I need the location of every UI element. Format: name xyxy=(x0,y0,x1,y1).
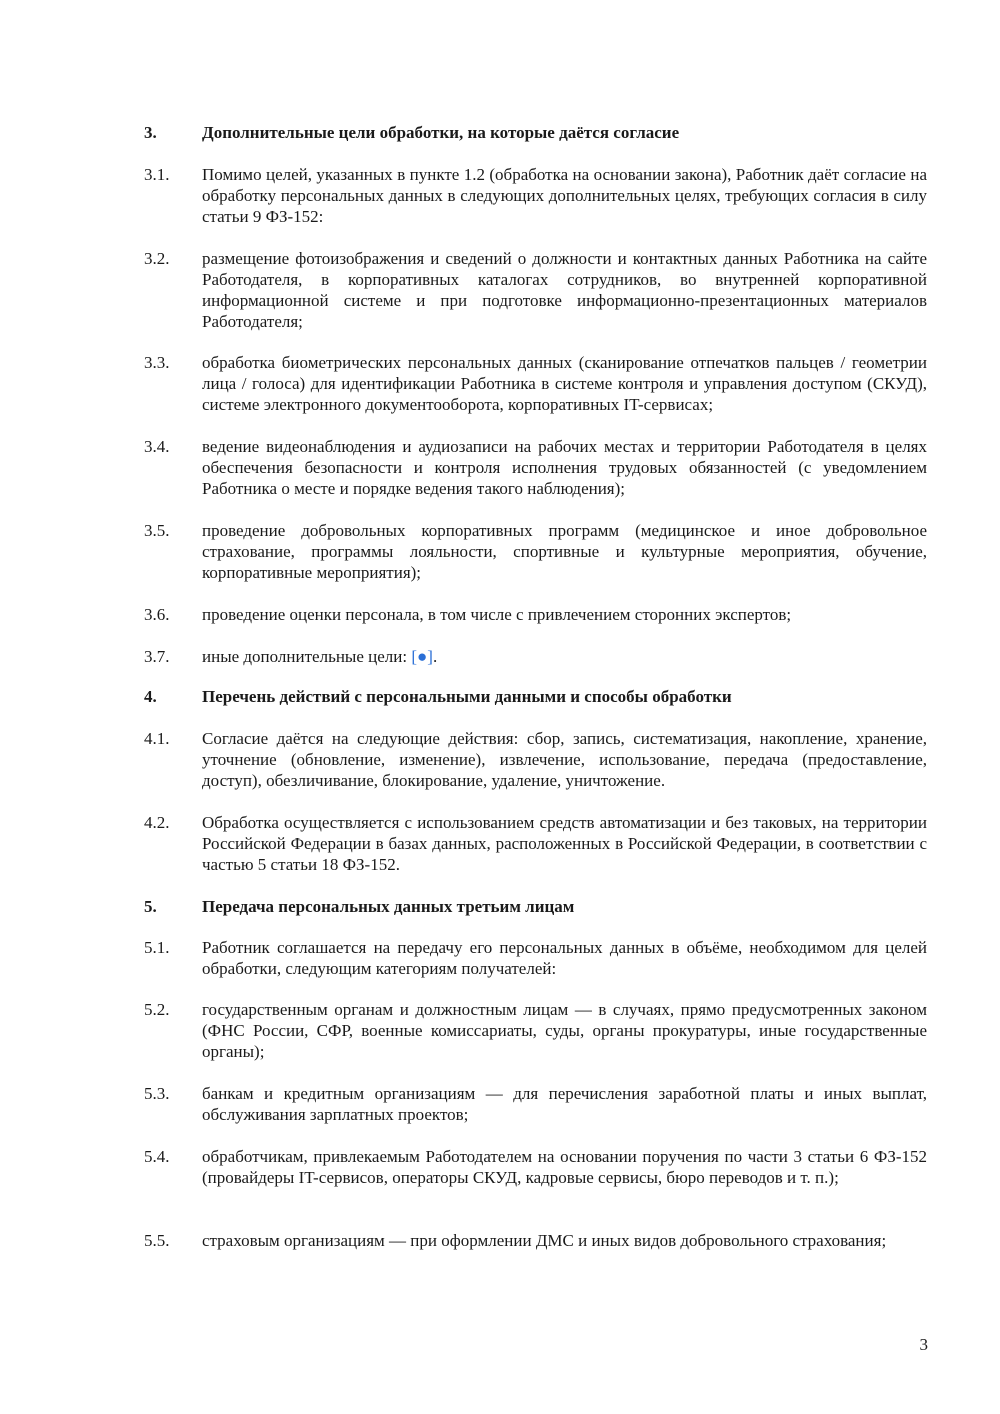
clause-number: 3.4. xyxy=(144,437,170,456)
clause-3-1 xyxy=(144,164,927,227)
clause-number: 3.3. xyxy=(144,353,170,372)
clause-5-4 xyxy=(144,1146,927,1188)
section-number: 5. xyxy=(144,897,157,916)
section-4-heading xyxy=(144,686,927,707)
section-number: 4. xyxy=(144,687,157,706)
clause-text-lead: иные дополнительные цели: xyxy=(202,647,412,666)
clause-3-2 xyxy=(144,248,927,332)
clause-3-5 xyxy=(144,520,927,583)
clause-number: 3.6. xyxy=(144,605,170,624)
clause-text: Помимо целей, указанных в пункте 1.2 (обработка на основании закона), Работник даёт согласие на обработку персональных данных в следующих дополнительных целях, требующих согласия в силу статьи 9 ФЗ-152: xyxy=(202,165,927,226)
clause-number: 4.1. xyxy=(144,729,170,748)
clause-number: 3.5. xyxy=(144,521,170,540)
clause-5-2 xyxy=(144,999,927,1062)
clause-4-2 xyxy=(144,812,927,875)
clause-number: 3.7. xyxy=(144,647,170,666)
clause-number: 3.1. xyxy=(144,165,170,184)
clause-3-6 xyxy=(144,604,927,625)
clause-number: 5.3. xyxy=(144,1084,170,1103)
section-title: Передача персональных данных третьим лицам xyxy=(202,897,575,916)
fill-in-placeholder[interactable]: [●] xyxy=(411,647,433,666)
clause-3-4 xyxy=(144,436,927,499)
clause-text: проведение оценки персонала, в том числе с привлечением сторонних экспертов; xyxy=(202,605,792,624)
clause-text: обработка биометрических персональных данных (сканирование отпечатков пальцев / геометрии лица / голоса) для идентификации Работника в системе контроля и управления доступом (СКУД), системе электронного документооборота, корпоративных IT-сервисах; xyxy=(202,353,927,414)
clause-number: 4.2. xyxy=(144,813,170,832)
clause-number: 3.2. xyxy=(144,249,170,268)
clause-text: страховым организациям — при оформлении ДМС и иных видов добровольного страхования; xyxy=(202,1231,887,1250)
clause-text-suffix: . xyxy=(432,647,438,666)
clause-5-3 xyxy=(144,1083,927,1125)
clause-text: ведение видеонаблюдения и аудиозаписи на рабочих местах и территории Работодателя в целях обеспечения безопасности и контроля исполнения трудовых обязанностей (с уведомлением Работника о месте и порядке ведения такого наблюдения); xyxy=(202,437,927,498)
clause-3-7 xyxy=(144,646,927,667)
section-title: Перечень действий с персональными данными и способы обработки xyxy=(202,687,732,706)
clause-text: обработчикам, привлекаемым Работодателем на основании поручения по части 3 статьи 6 ФЗ-152 (провайдеры IT-сервисов, операторы СКУД, кадровые сервисы, бюро переводов и т. п.); xyxy=(202,1147,927,1187)
clause-text xyxy=(202,646,927,667)
clause-number: 5.2. xyxy=(144,1000,170,1019)
clause-number: 5.5. xyxy=(144,1231,170,1250)
section-5-heading xyxy=(144,896,927,917)
clause-5-1 xyxy=(144,937,927,979)
page-number: 3 xyxy=(919,1335,928,1354)
clause-text: Согласие даётся на следующие действия: сбор, запись, систематизация, накопление, хранение, уточнение (обновление, изменение), извлечение, использование, передача (предоставление, доступ), обезличивание, блокирование, удаление, уничтожение. xyxy=(202,729,927,790)
clause-text: Обработка осуществляется с использованием средств автоматизации и без таковых, на территории Российской Федерации в базах данных, расположенных в Российской Федерации, в соответствии с частью 5 статьи 18 ФЗ-152. xyxy=(202,813,927,874)
clause-text: размещение фотоизображения и сведений о должности и контактных данных Работника на сайте Работодателя, в корпоративных каталогах сотрудников, во внутренней корпоративной информационной системе и при подготовке информационно-презентационных материалов Работодателя; xyxy=(202,249,927,331)
clause-5-5 xyxy=(144,1230,927,1251)
section-title: Дополнительные цели обработки, на которые даётся согласие xyxy=(202,123,680,142)
clause-4-1 xyxy=(144,728,927,791)
clause-text: Работник соглашается на передачу его персональных данных в объёме, необходимом для целей обработки, следующим категориям получателей: xyxy=(202,938,927,978)
clause-text: банкам и кредитным организациям — для перечисления заработной платы и иных выплат, обслуживания зарплатных проектов; xyxy=(202,1084,927,1124)
clause-text: проведение добровольных корпоративных программ (медицинское и иное добровольное страхование, программы лояльности, спортивные и культурные мероприятия, обучение, корпоративные мероприятия); xyxy=(202,521,927,582)
clause-number: 5.4. xyxy=(144,1147,170,1166)
clause-text: государственным органам и должностным лицам — в случаях, прямо предусмотренных законом (ФНС России, СФР, военные комиссариаты, суды, органы прокуратуры, иные государственные органы); xyxy=(202,1000,927,1061)
section-number: 3. xyxy=(144,123,157,142)
section-3-heading xyxy=(144,122,927,143)
clause-3-3 xyxy=(144,352,927,415)
clause-number: 5.1. xyxy=(144,938,170,957)
